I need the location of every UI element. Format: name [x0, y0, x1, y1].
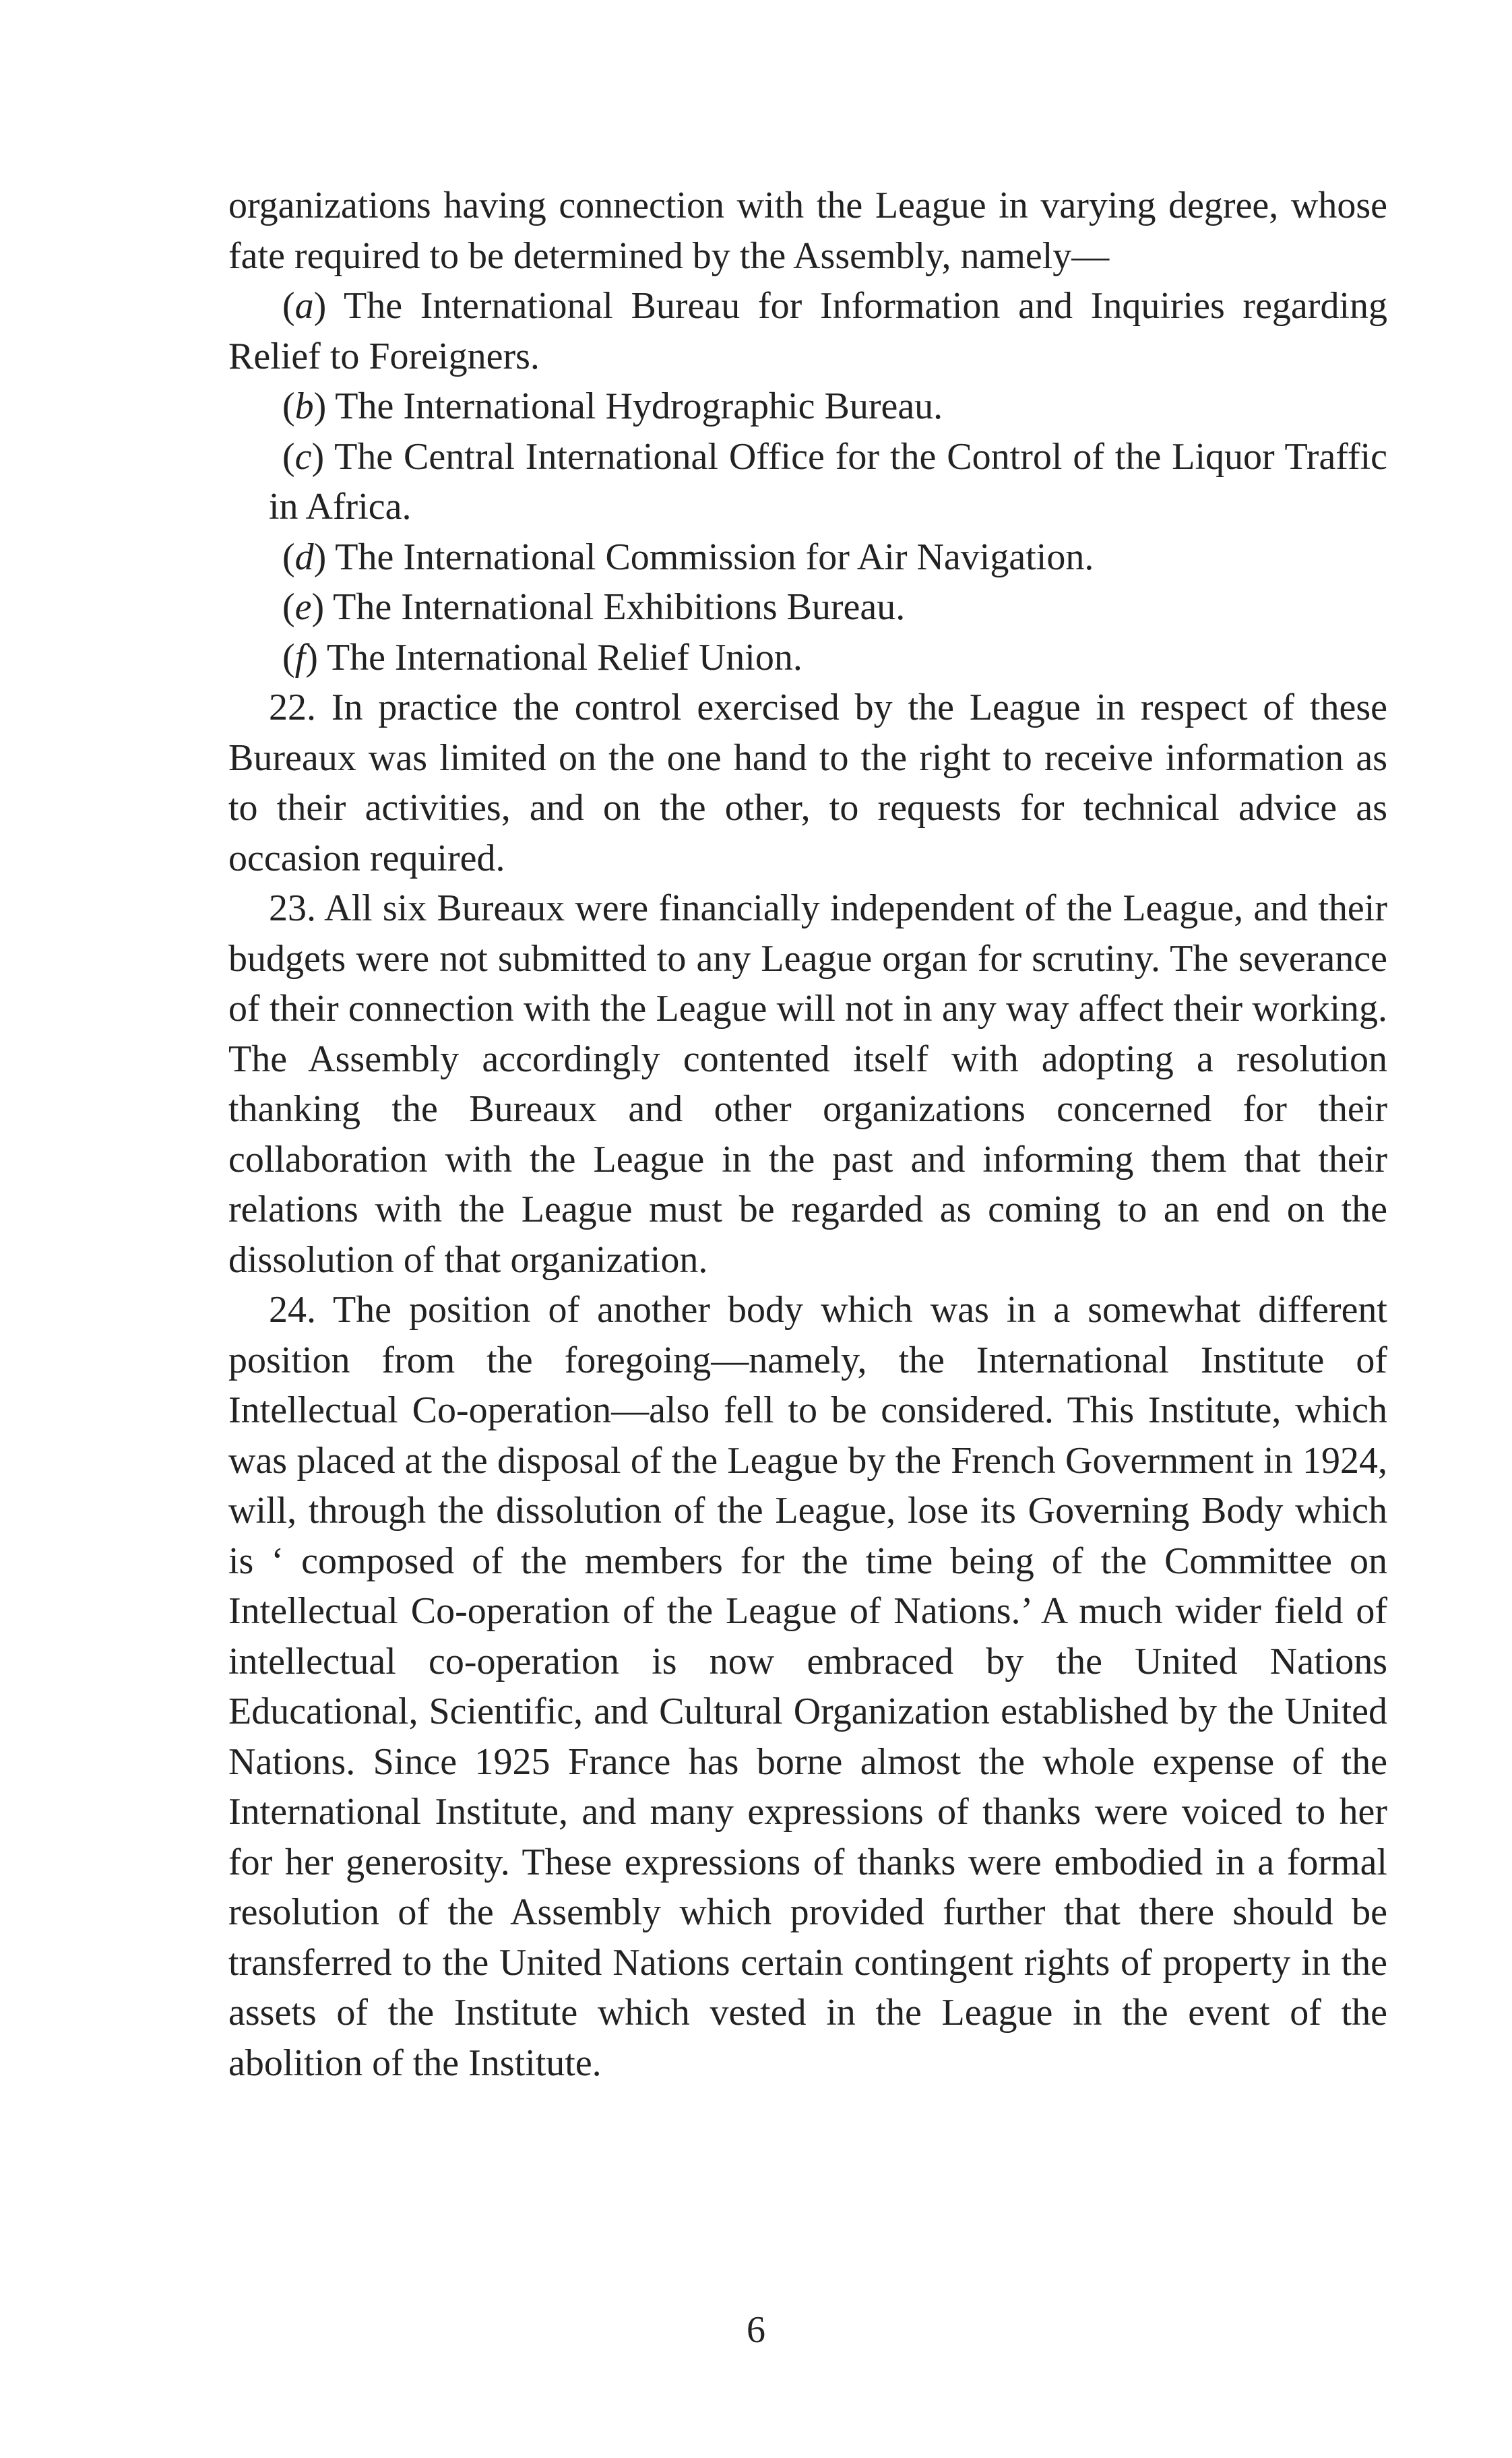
bureau-text-a: The International Bureau for Information and Inquiries regarding Relief to Foreigners.: [228, 285, 1387, 377]
bureau-letter-a: a: [294, 285, 314, 327]
bureau-item-b: (b) The International Hydrographic Bureau.: [282, 385, 943, 427]
paragraph-number-23: 23.: [269, 887, 316, 929]
page-number: 6: [747, 2309, 765, 2351]
bureau-letter-d: d: [294, 536, 314, 578]
bureau-letter-e: e: [294, 586, 312, 628]
bureau-text-d: The International Commission for Air Navigation.: [335, 536, 1094, 578]
bureau-text-f: The International Relief Union.: [326, 636, 802, 679]
paragraph-23: [228, 883, 1387, 1285]
bureau-item-e: (e) The International Exhibitions Bureau.: [282, 586, 906, 628]
paragraph-text-23: All six Bureaux were financially independent of the League, and their budgets were not submitted to any League organ for scrutiny. The severance of their connection with the League will not in any way affect their working. The Assembly accordingly contented itself with adopting a resolution thanking the Bureaux and other organizations concerned for their collaboration with the League in the past and informing them that their relations with the League must be regarded as coming to an end on the dissolution of that organization.: [228, 887, 1387, 1281]
bureau-item-d: (d) The International Commission for Air Navigation.: [282, 536, 1094, 578]
paragraph-text-24: The position of another body which was in a somewhat different position from the foregoing—namely, the International Institute of Intellectual Co-operation—also fell to be considered. This Institute, which was placed at the disposal of the League by the French Government in 1924, will, through the dissolution of the League, lose its Governing Body which is ‘ composed of the members for the time being of the Committee on Intellectual Co-operation of the League of Nations.’ A much wider field of intellectual co-operation is now embraced by the United Nations Educational, Scientific, and Cultural Organization established by the United Nations. Since 1925 France has borne almost the whole expense of the International Institute, and many expressions of thanks were voiced to her for her generosity. These expressions of thanks were embodied in a formal resolution of the Assembly which provided further that there should be transferred to the United Nations certain contingent rights of property in the assets of the Institute which vested in the League in the event of the abolition of the Institute.: [228, 1289, 1387, 2084]
bureau-letter-c: c: [294, 435, 312, 478]
bureau-text-b: The International Hydrographic Bureau.: [335, 385, 943, 427]
bureau-letter-b: b: [294, 385, 314, 427]
paragraph-24: [228, 1285, 1387, 2088]
bureau-text-e: The International Exhibitions Bureau.: [333, 586, 906, 628]
paragraph-22: [228, 683, 1387, 883]
paragraph-number-24: 24.: [269, 1289, 316, 1331]
page-body: [228, 181, 1387, 2088]
bureau-text-c: The Central International Office for the Control of the Liquor Traffic in Africa.: [269, 435, 1388, 528]
bureau-item-f: (f) The International Relief Union.: [282, 636, 802, 679]
bureau-letter-f: f: [294, 636, 306, 679]
paragraph-number-22: 22.: [269, 687, 316, 728]
intro-text: organizations having connection with the League in varying degree, whose fate required to be determined by the Assembly, namely—: [228, 185, 1387, 277]
bureau-item-a: (a) The International Bureau for Information and Inquiries regarding Relief to Foreigners.: [228, 285, 1387, 377]
paragraph-text-22: In practice the control exercised by the League in respect of these Bureaux was limited on the one hand to the right to receive information as to their activities, and on the other, to requests for technical advice as occasion required.: [228, 687, 1387, 879]
bureau-item-c: (c) The Central International Office for the Control of the Liquor Traffic in Africa.: [269, 435, 1388, 528]
